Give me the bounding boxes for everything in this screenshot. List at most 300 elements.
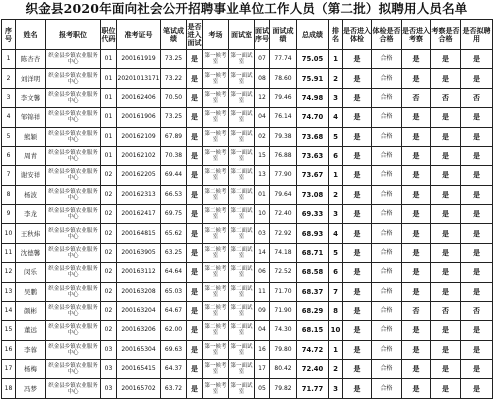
admission-ticket-number-cell: 200163208 (117, 282, 161, 301)
row-number-cell: 3 (2, 88, 16, 107)
table-row (2, 379, 493, 399)
inspection-entered-cell: 否 (402, 88, 431, 107)
position-code-cell: 02 (101, 166, 117, 185)
inspection-result-cell: 是 (431, 282, 461, 301)
inspection-result-cell: 是 (431, 379, 461, 399)
proposed-hire-cell: 是 (461, 205, 493, 224)
physical-exam-result-cell: 合格 (372, 224, 402, 243)
interview-score-cell: 74.18 (270, 243, 297, 262)
applied-position-cell: 织金县乡镇农业服务中心 (46, 321, 101, 340)
position-code-cell: 01 (101, 108, 117, 127)
interview-room-cell: 第一面试室 (229, 340, 255, 359)
interview-sequence-cell: 08 (255, 69, 270, 88)
written-score-cell: 64.37 (161, 360, 187, 379)
rank-cell: 8 (329, 301, 343, 320)
admission-ticket-number-cell: 200164815 (117, 224, 161, 243)
interview-score-cell: 77.74 (270, 50, 297, 69)
interview-sequence-cell: 09 (255, 301, 270, 320)
physical-exam-entered-cell: 是 (343, 224, 372, 243)
interview-sequence-cell: 15 (255, 146, 270, 165)
interview-entered-cell: 是 (187, 166, 203, 185)
rank-cell: 1 (329, 340, 343, 359)
total-score-cell: 74.72 (297, 340, 329, 359)
admission-ticket-number-cell: 200165304 (117, 340, 161, 359)
physical-exam-result-cell: 合格 (372, 185, 402, 204)
physical-exam-result-cell: 合格 (372, 340, 402, 359)
physical-exam-entered-cell: 是 (343, 127, 372, 146)
written-score-cell: 66.53 (161, 185, 187, 204)
interview-entered-cell: 是 (187, 243, 203, 262)
physical-exam-result-cell: 合格 (372, 282, 402, 301)
table-row (2, 69, 493, 88)
candidate-name-cell: 谢安祥 (16, 166, 46, 185)
applied-position-cell: 织金县乡镇农业服务中心 (46, 205, 101, 224)
proposed-hire-cell: 是 (461, 340, 493, 359)
inspection-entered-cell: 是 (402, 185, 431, 204)
row-number-cell: 8 (2, 185, 16, 204)
physical-exam-result-cell: 合格 (372, 166, 402, 185)
inspection-entered-cell: 是 (402, 205, 431, 224)
interview-sequence-cell: 05 (255, 379, 270, 399)
interview-score-cell: 72.92 (270, 224, 297, 243)
table-row (2, 360, 493, 379)
column-header: 姓名 (16, 20, 46, 50)
total-score-cell: 73.08 (297, 185, 329, 204)
applied-position-cell: 织金县乡镇农业服务中心 (46, 340, 101, 359)
proposed-hire-cell: 是 (461, 69, 493, 88)
proposed-hire-cell: 是 (461, 108, 493, 127)
interview-score-cell: 79.46 (270, 88, 297, 107)
waiting-room-cell: 第二候考室 (203, 282, 229, 301)
interview-room-cell: 第二面试室 (229, 205, 255, 224)
physical-exam-entered-cell: 是 (343, 321, 372, 340)
admission-ticket-number-cell: 200162102 (117, 146, 161, 165)
position-code-cell: 03 (101, 340, 117, 359)
position-code-cell: 02 (101, 263, 117, 282)
admission-ticket-number-cell: 200163905 (117, 243, 161, 262)
table-row (2, 282, 493, 301)
column-header: 面试成绩 (270, 20, 297, 50)
row-number-cell: 14 (2, 301, 16, 320)
candidate-name-cell: 熊颖 (16, 127, 46, 146)
table-row (2, 340, 493, 359)
physical-exam-entered-cell: 是 (343, 108, 372, 127)
interview-score-cell: 80.42 (270, 360, 297, 379)
position-code-cell: 01 (101, 127, 117, 146)
physical-exam-result-cell: 合格 (372, 50, 402, 69)
rank-cell: 3 (329, 379, 343, 399)
position-code-cell: 02 (101, 243, 117, 262)
inspection-result-cell: 是 (431, 69, 461, 88)
position-code-cell: 01 (101, 69, 117, 88)
interview-room-cell: 第二面试室 (229, 263, 255, 282)
interview-entered-cell: 是 (187, 224, 203, 243)
physical-exam-entered-cell: 是 (343, 185, 372, 204)
inspection-result-cell: 是 (431, 263, 461, 282)
proposed-hire-cell: 是 (461, 185, 493, 204)
inspection-result-cell: 否 (431, 301, 461, 320)
total-score-cell: 68.71 (297, 243, 329, 262)
column-header: 职位代码 (101, 20, 117, 50)
waiting-room-cell: 第一候考室 (203, 340, 229, 359)
interview-sequence-cell: 04 (255, 108, 270, 127)
waiting-room-cell: 第一候考室 (203, 360, 229, 379)
row-number-cell: 7 (2, 166, 16, 185)
position-code-cell: 01 (101, 50, 117, 69)
waiting-room-cell: 第一候考室 (203, 108, 229, 127)
document-title: 织金县2020年面向社会公开招聘事业单位工作人员（第二批）拟聘用人员名单 (25, 1, 468, 16)
interview-entered-cell: 是 (187, 127, 203, 146)
admission-ticket-number-cell: 200162109 (117, 127, 161, 146)
total-score-cell: 72.40 (297, 360, 329, 379)
interview-room-cell: 第一面试室 (229, 146, 255, 165)
table-row (2, 205, 493, 224)
rank-cell: 6 (329, 146, 343, 165)
applied-position-cell: 织金县乡镇农业服务中心 (46, 50, 101, 69)
candidate-name-cell: 董远 (16, 321, 46, 340)
row-number-cell: 2 (2, 69, 16, 88)
interview-sequence-cell: 04 (255, 321, 270, 340)
position-code-cell: 01 (101, 146, 117, 165)
interview-room-cell: 第一面试室 (229, 69, 255, 88)
applied-position-cell: 织金县乡镇农业服务中心 (46, 127, 101, 146)
admission-ticket-number-cell: 20201013171 (117, 69, 161, 88)
position-code-cell: 02 (101, 205, 117, 224)
row-number-cell: 10 (2, 224, 16, 243)
interview-sequence-cell: 03 (255, 224, 270, 243)
written-score-cell: 70.38 (161, 146, 187, 165)
interview-score-cell: 76.88 (270, 146, 297, 165)
inspection-result-cell: 是 (431, 108, 461, 127)
admission-ticket-number-cell: 200161906 (117, 108, 161, 127)
interview-entered-cell: 是 (187, 185, 203, 204)
applied-position-cell: 织金县乡镇农业服务中心 (46, 224, 101, 243)
rank-cell: 10 (329, 321, 343, 340)
inspection-result-cell: 是 (431, 127, 461, 146)
interview-room-cell: 第二面试室 (229, 301, 255, 320)
inspection-entered-cell: 是 (402, 108, 431, 127)
interview-room-cell: 第二面试室 (229, 224, 255, 243)
waiting-room-cell: 第二候考室 (203, 243, 229, 262)
total-score-cell: 73.67 (297, 166, 329, 185)
waiting-room-cell: 第一候考室 (203, 69, 229, 88)
interview-entered-cell: 是 (187, 108, 203, 127)
proposed-hire-cell: 是 (461, 146, 493, 165)
waiting-room-cell: 第一候考室 (203, 88, 229, 107)
written-score-cell: 63.25 (161, 243, 187, 262)
interview-score-cell: 71.90 (270, 301, 297, 320)
physical-exam-entered-cell: 是 (343, 205, 372, 224)
written-score-cell: 73.25 (161, 108, 187, 127)
inspection-result-cell: 是 (431, 243, 461, 262)
table-row (2, 108, 493, 127)
written-score-cell: 63.72 (161, 379, 187, 399)
applied-position-cell: 织金县乡镇农业服务中心 (46, 69, 101, 88)
candidate-name-cell: 杨波 (16, 185, 46, 204)
rank-cell: 2 (329, 69, 343, 88)
physical-exam-result-cell: 合格 (372, 301, 402, 320)
rank-cell: 2 (329, 185, 343, 204)
candidate-name-cell: 周青 (16, 146, 46, 165)
candidate-name-cell: 冯梦 (16, 379, 46, 399)
waiting-room-cell: 第二候考室 (203, 224, 229, 243)
physical-exam-entered-cell: 是 (343, 146, 372, 165)
interview-score-cell: 72.52 (270, 263, 297, 282)
interview-entered-cell: 是 (187, 69, 203, 88)
interview-score-cell: 76.14 (270, 108, 297, 127)
rank-cell: 5 (329, 243, 343, 262)
total-score-cell: 68.37 (297, 282, 329, 301)
total-score-cell: 74.98 (297, 88, 329, 107)
physical-exam-entered-cell: 是 (343, 69, 372, 88)
inspection-result-cell: 是 (431, 321, 461, 340)
written-score-cell: 65.03 (161, 282, 187, 301)
candidate-name-cell: 闵乐 (16, 263, 46, 282)
inspection-entered-cell: 是 (402, 263, 431, 282)
column-header: 是否进入面试 (187, 20, 203, 50)
admission-ticket-number-cell: 200161919 (117, 50, 161, 69)
written-score-cell: 73.25 (161, 50, 187, 69)
admission-ticket-number-cell: 200163204 (117, 301, 161, 320)
admission-ticket-number-cell: 200165702 (117, 379, 161, 399)
proposed-hire-cell: 是 (461, 263, 493, 282)
physical-exam-entered-cell: 是 (343, 282, 372, 301)
position-code-cell: 01 (101, 88, 117, 107)
physical-exam-entered-cell: 是 (343, 263, 372, 282)
written-score-cell: 70.50 (161, 88, 187, 107)
inspection-entered-cell: 是 (402, 146, 431, 165)
interview-room-cell: 第一面试室 (229, 88, 255, 107)
physical-exam-entered-cell: 是 (343, 166, 372, 185)
rank-cell: 3 (329, 205, 343, 224)
inspection-entered-cell: 是 (402, 243, 431, 262)
inspection-entered-cell: 是 (402, 282, 431, 301)
physical-exam-entered-cell: 是 (343, 243, 372, 262)
interview-room-cell: 第二面试室 (229, 243, 255, 262)
row-number-cell: 13 (2, 282, 16, 301)
position-code-cell: 02 (101, 321, 117, 340)
admission-ticket-number-cell: 200162406 (117, 88, 161, 107)
candidate-name-cell: 吴鹏 (16, 282, 46, 301)
interview-room-cell: 第二面试室 (229, 321, 255, 340)
written-score-cell: 65.62 (161, 224, 187, 243)
rank-cell: 5 (329, 127, 343, 146)
waiting-room-cell: 第一候考室 (203, 146, 229, 165)
candidate-name-cell: 李龙 (16, 205, 46, 224)
interview-room-cell: 第一面试室 (229, 379, 255, 399)
table-row (2, 224, 493, 243)
applied-position-cell: 织金县乡镇农业服务中心 (46, 146, 101, 165)
row-number-cell: 1 (2, 50, 16, 69)
candidate-name-cell: 邹锦祥 (16, 108, 46, 127)
column-header: 体检是否合格 (372, 20, 402, 50)
row-number-cell: 11 (2, 243, 16, 262)
interview-sequence-cell: 01 (255, 185, 270, 204)
candidate-name-cell: 李蓉 (16, 340, 46, 359)
interview-score-cell: 79.38 (270, 127, 297, 146)
column-header: 报考职位 (46, 20, 101, 50)
interview-sequence-cell: 12 (255, 88, 270, 107)
total-score-cell: 71.77 (297, 379, 329, 399)
proposed-hire-cell: 否 (461, 301, 493, 320)
written-score-cell: 69.63 (161, 340, 187, 359)
inspection-entered-cell: 是 (402, 360, 431, 379)
waiting-room-cell: 第二候考室 (203, 301, 229, 320)
total-score-cell: 75.05 (297, 50, 329, 69)
column-header: 考察是否合格 (431, 20, 461, 50)
inspection-entered-cell: 是 (402, 69, 431, 88)
applied-position-cell: 织金县乡镇农业服务中心 (46, 185, 101, 204)
candidate-name-cell: 王秋炜 (16, 224, 46, 243)
column-header: 笔试成绩 (161, 20, 187, 50)
physical-exam-result-cell: 合格 (372, 108, 402, 127)
column-header: 面试序号 (255, 20, 270, 50)
candidate-name-cell: 杨梅 (16, 360, 46, 379)
interview-sequence-cell: 02 (255, 127, 270, 146)
admission-ticket-number-cell: 200162417 (117, 205, 161, 224)
admission-ticket-number-cell: 200162205 (117, 166, 161, 185)
interview-sequence-cell: 06 (255, 263, 270, 282)
physical-exam-entered-cell: 是 (343, 360, 372, 379)
written-score-cell: 69.44 (161, 166, 187, 185)
total-score-cell: 68.15 (297, 321, 329, 340)
interview-score-cell: 71.70 (270, 282, 297, 301)
interview-score-cell: 74.30 (270, 321, 297, 340)
rank-cell: 2 (329, 360, 343, 379)
interview-room-cell: 第一面试室 (229, 127, 255, 146)
table-row (2, 50, 493, 69)
waiting-room-cell: 第二候考室 (203, 205, 229, 224)
interview-score-cell: 79.64 (270, 185, 297, 204)
proposed-hire-cell: 是 (461, 166, 493, 185)
row-number-cell: 6 (2, 146, 16, 165)
applied-position-cell: 织金县乡镇农业服务中心 (46, 301, 101, 320)
interview-entered-cell: 是 (187, 146, 203, 165)
physical-exam-result-cell: 合格 (372, 205, 402, 224)
waiting-room-cell: 第一候考室 (203, 50, 229, 69)
inspection-result-cell: 是 (431, 205, 461, 224)
interview-room-cell: 第二面试室 (229, 185, 255, 204)
waiting-room-cell: 第一候考室 (203, 379, 229, 399)
proposed-hire-cell: 是 (461, 127, 493, 146)
written-score-cell: 62.00 (161, 321, 187, 340)
interview-sequence-cell: 16 (255, 340, 270, 359)
inspection-result-cell: 是 (431, 224, 461, 243)
row-number-cell: 15 (2, 321, 16, 340)
interview-entered-cell: 是 (187, 282, 203, 301)
total-score-cell: 69.33 (297, 205, 329, 224)
column-header: 面试室 (229, 20, 255, 50)
interview-sequence-cell: 17 (255, 360, 270, 379)
row-number-cell: 18 (2, 379, 16, 399)
inspection-entered-cell: 是 (402, 127, 431, 146)
applied-position-cell: 织金县乡镇农业服务中心 (46, 166, 101, 185)
total-score-cell: 75.91 (297, 69, 329, 88)
waiting-room-cell: 第二候考室 (203, 263, 229, 282)
row-number-cell: 16 (2, 340, 16, 359)
table-row (2, 321, 493, 340)
inspection-entered-cell: 是 (402, 50, 431, 69)
position-code-cell: 02 (101, 301, 117, 320)
rank-cell: 3 (329, 88, 343, 107)
physical-exam-result-cell: 合格 (372, 69, 402, 88)
admission-ticket-number-cell: 200163206 (117, 321, 161, 340)
column-header: 是否拟聘用 (461, 20, 493, 50)
proposed-hire-cell: 是 (461, 50, 493, 69)
written-score-cell: 73.22 (161, 69, 187, 88)
interview-entered-cell: 是 (187, 360, 203, 379)
candidate-name-cell: 刘洋明 (16, 69, 46, 88)
total-score-cell: 68.58 (297, 263, 329, 282)
physical-exam-entered-cell: 是 (343, 340, 372, 359)
candidate-name-cell: 颜彬 (16, 301, 46, 320)
inspection-entered-cell: 是 (402, 166, 431, 185)
table-row (2, 301, 493, 320)
table-row (2, 243, 493, 262)
written-score-cell: 64.67 (161, 301, 187, 320)
table-row (2, 88, 493, 107)
inspection-result-cell: 否 (431, 88, 461, 107)
written-score-cell: 69.75 (161, 205, 187, 224)
interview-score-cell: 72.40 (270, 205, 297, 224)
rank-cell: 1 (329, 50, 343, 69)
applied-position-cell: 织金县乡镇农业服务中心 (46, 360, 101, 379)
rank-cell: 6 (329, 263, 343, 282)
interview-score-cell: 77.90 (270, 166, 297, 185)
physical-exam-entered-cell: 是 (343, 88, 372, 107)
applied-position-cell: 织金县乡镇农业服务中心 (46, 88, 101, 107)
physical-exam-result-cell: 合格 (372, 379, 402, 399)
rank-cell: 4 (329, 224, 343, 243)
interview-score-cell: 79.80 (270, 340, 297, 359)
interview-room-cell: 第二面试室 (229, 282, 255, 301)
proposed-hire-cell: 是 (461, 282, 493, 301)
candidate-name-cell: 陈杏杏 (16, 50, 46, 69)
physical-exam-result-cell: 合格 (372, 88, 402, 107)
physical-exam-result-cell: 合格 (372, 263, 402, 282)
column-header: 序号 (2, 20, 16, 50)
inspection-result-cell: 是 (431, 166, 461, 185)
interview-room-cell: 第一面试室 (229, 360, 255, 379)
column-header: 是否进入考察 (402, 20, 431, 50)
column-header: 考场 (203, 20, 229, 50)
interview-entered-cell: 是 (187, 50, 203, 69)
column-header: 排名 (329, 20, 343, 50)
interview-room-cell: 第一面试室 (229, 108, 255, 127)
interview-entered-cell: 是 (187, 379, 203, 399)
admission-ticket-number-cell: 200162313 (117, 185, 161, 204)
position-code-cell: 02 (101, 185, 117, 204)
column-header: 准考证号 (117, 20, 161, 50)
physical-exam-result-cell: 合格 (372, 127, 402, 146)
candidate-name-cell: 李文馨 (16, 88, 46, 107)
total-score-cell: 68.29 (297, 301, 329, 320)
position-code-cell: 03 (101, 379, 117, 399)
written-score-cell: 64.64 (161, 263, 187, 282)
interview-sequence-cell: 13 (255, 166, 270, 185)
physical-exam-result-cell: 合格 (372, 360, 402, 379)
table-row (2, 146, 493, 165)
proposed-hire-cell: 是 (461, 224, 493, 243)
interview-sequence-cell: 10 (255, 205, 270, 224)
interview-room-cell: 第一面试室 (229, 50, 255, 69)
inspection-result-cell: 是 (431, 340, 461, 359)
written-score-cell: 67.89 (161, 127, 187, 146)
candidate-name-cell: 沈德馨 (16, 243, 46, 262)
physical-exam-entered-cell: 是 (343, 379, 372, 399)
inspection-result-cell: 是 (431, 50, 461, 69)
table-header-row (2, 20, 493, 50)
